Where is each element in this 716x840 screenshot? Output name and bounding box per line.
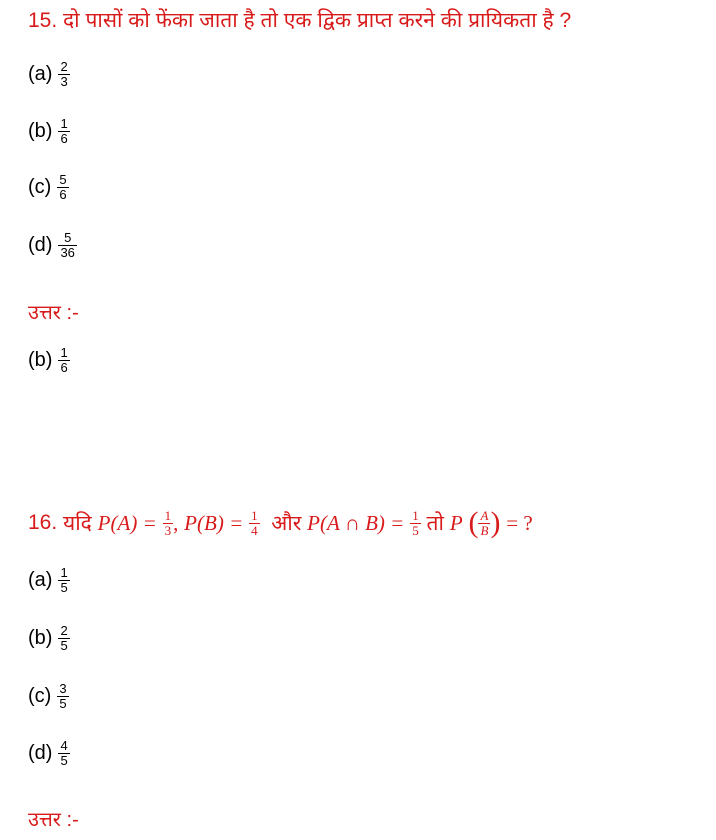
denominator: 3 [60,73,68,89]
q16-option-b [28,624,70,652]
denominator: 3 [164,522,172,538]
option-fraction [58,566,69,594]
if-word: यदि [63,512,92,535]
and-word: और [271,512,302,535]
prob-a-fraction [163,509,174,537]
denominator: B [480,522,489,538]
q15-answer [28,346,70,374]
numerator: 4 [60,738,68,753]
q15-option-a [28,60,70,88]
left-paren: ( [468,506,479,539]
option-fraction [58,60,69,88]
question-number: 16. [28,511,58,534]
conditional-fraction [478,509,490,537]
numerator: 1 [164,507,172,523]
q15-answer-heading: उत्तर :- [28,302,79,324]
denominator: 5 [60,637,68,653]
numerator: 1 [412,507,419,523]
numerator: 1 [60,565,68,580]
numerator: 3 [59,681,67,696]
comma: , [173,510,179,535]
q16-option-a [28,566,70,594]
numerator: 5 [64,230,72,245]
option-label: (b) [28,626,53,649]
option-label: (d) [28,233,53,256]
option-fraction [58,624,69,652]
denominator: 5 [60,752,68,768]
q16-answer-heading: उत्तर :- [28,809,79,831]
numerator: 2 [60,59,68,74]
prob-b-expr: P(B) = [184,510,244,535]
numerator: 1 [251,507,258,523]
option-label: (c) [28,175,52,198]
denominator: 5 [60,579,68,595]
numerator: 1 [60,345,68,360]
question-16-text [28,508,533,538]
answer-fraction [58,346,69,374]
equals-question: = ? [506,510,533,535]
option-label: (a) [28,568,53,591]
numerator: A [480,507,489,523]
option-fraction [58,739,69,767]
q16-option-d [28,739,70,767]
option-fraction [58,231,76,259]
q16-option-c [28,682,69,710]
q15-option-c [28,173,69,201]
option-fraction [58,117,69,145]
right-paren: ) [490,506,501,539]
prob-intersection-expr: P(A ∩ B) = [307,510,405,535]
denominator: 5 [59,695,67,711]
prob-symbol: P [449,510,463,535]
denominator: 6 [60,130,68,146]
option-label: (d) [28,741,53,764]
numerator: 1 [60,116,68,131]
question-15-text: 15. दो पासों को फेंका जाता है तो एक द्विक प्राप्त करने की प्रायिकता है ? [28,9,572,32]
denominator: 5 [412,522,419,538]
prob-a-expr: P(A) = [97,510,157,535]
option-label: (c) [28,684,52,707]
prob-b-fraction [249,509,260,537]
denominator: 6 [59,186,67,202]
denominator: 6 [60,359,68,375]
denominator: 4 [251,522,258,538]
q15-option-d [28,231,77,259]
option-fraction [57,682,68,710]
option-label: (a) [28,62,53,85]
option-label: (b) [28,119,53,142]
numerator: 2 [60,623,68,638]
numerator: 5 [59,172,67,187]
then-word: तो [426,512,444,535]
q15-option-b [28,117,70,145]
denominator: 36 [60,244,75,260]
option-label: (b) [28,348,53,371]
prob-intersection-fraction [410,509,421,537]
option-fraction [57,173,68,201]
